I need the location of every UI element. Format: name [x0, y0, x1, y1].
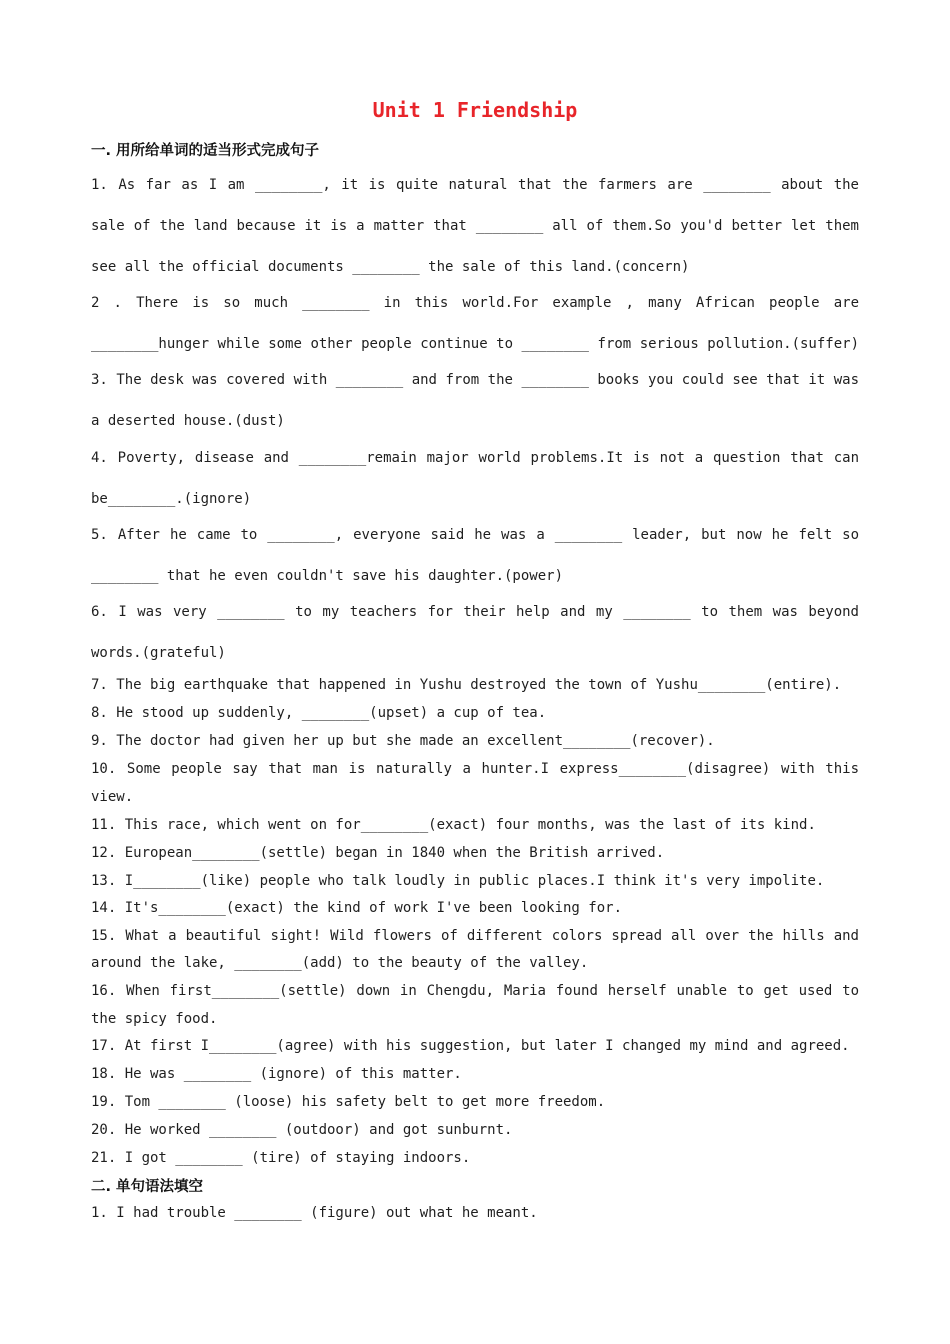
exercise-line: the spicy food. [91, 1011, 218, 1027]
exercise-line: 21. I got ________ (tire) of staying indoors. [91, 1150, 471, 1166]
exercise-line: 14. It's________(exact) the kind of work I've been looking for. [91, 900, 623, 916]
exercise-line: 10. Some people say that man is naturally a hunter.I express________(disagree) with this [91, 761, 859, 777]
exercise-line: 11. This race, which went on for________(exact) four months, was the last of its kind. [91, 817, 816, 833]
exercise-line: 15. What a beautiful sight! Wild flowers of different colors spread all over the hills and [91, 928, 859, 944]
exercise-line: around the lake, ________(add) to the beauty of the valley. [91, 955, 589, 971]
exercise-line: 12. European________(settle) began in 1840 when the British arrived. [91, 845, 665, 861]
exercise-line: ________ that he even couldn't save his daughter.(power) [91, 568, 564, 584]
exercise-line: view. [91, 789, 134, 805]
exercise-line: 13. I________(like) people who talk loudly in public places.I think it's very impolite. [91, 873, 825, 889]
exercise-line: 3. The desk was covered with ________ and from the ________ books you could see that it was [91, 372, 859, 388]
exercise-line: 8. He stood up suddenly, ________(upset) a cup of tea. [91, 705, 547, 721]
exercise-line: 16. When first________(settle) down in Chengdu, Maria found herself unable to get used to [91, 983, 859, 999]
exercise-line: ________hunger while some other people continue to ________ from serious pollution.(suffer) [91, 336, 859, 352]
exercise-line: 19. Tom ________ (loose) his safety belt to get more freedom. [91, 1094, 606, 1110]
exercise-line: 4. Poverty, disease and ________remain major world problems.It is not a question that can [91, 450, 859, 466]
exercise-line: sale of the land because it is a matter that ________ all of them.So you'd better let them [91, 218, 859, 234]
exercise-line: see all the official documents ________ the sale of this land.(concern) [91, 259, 690, 275]
exercise-line: 20. He worked ________ (outdoor) and got sunburnt. [91, 1122, 513, 1138]
page-title: Unit 1 Friendship [372, 98, 578, 122]
exercise-line: be________.(ignore) [91, 491, 252, 507]
section-heading-2: 二. 单句语法填空 [91, 1179, 204, 1195]
exercise-line: 6. I was very ________ to my teachers for their help and my ________ to them was beyond [91, 604, 859, 620]
exercise-line: 17. At first I________(agree) with his suggestion, but later I changed my mind and agreed. [91, 1038, 850, 1054]
exercise-line: 2 . There is so much ________ in this world.For example , many African people are [91, 295, 859, 311]
exercise-line: 1. As far as I am ________, it is quite natural that the farmers are ________ about the [91, 177, 859, 193]
exercise-line: 18. He was ________ (ignore) of this matter. [91, 1066, 462, 1082]
exercise-line: 5. After he came to ________, everyone said he was a ________ leader, but now he felt so [91, 527, 859, 543]
exercise-line: a deserted house.(dust) [91, 413, 285, 429]
section-heading-1: 一. 用所给单词的适当形式完成句子 [91, 143, 320, 159]
exercise-line: 9. The doctor had given her up but she made an excellent________(recover). [91, 733, 715, 749]
exercise-line: 1. I had trouble ________ (figure) out what he meant. [91, 1205, 538, 1221]
exercise-line: 7. The big earthquake that happened in Yushu destroyed the town of Yushu________(entire). [91, 677, 842, 693]
exercise-line: words.(grateful) [91, 645, 226, 661]
